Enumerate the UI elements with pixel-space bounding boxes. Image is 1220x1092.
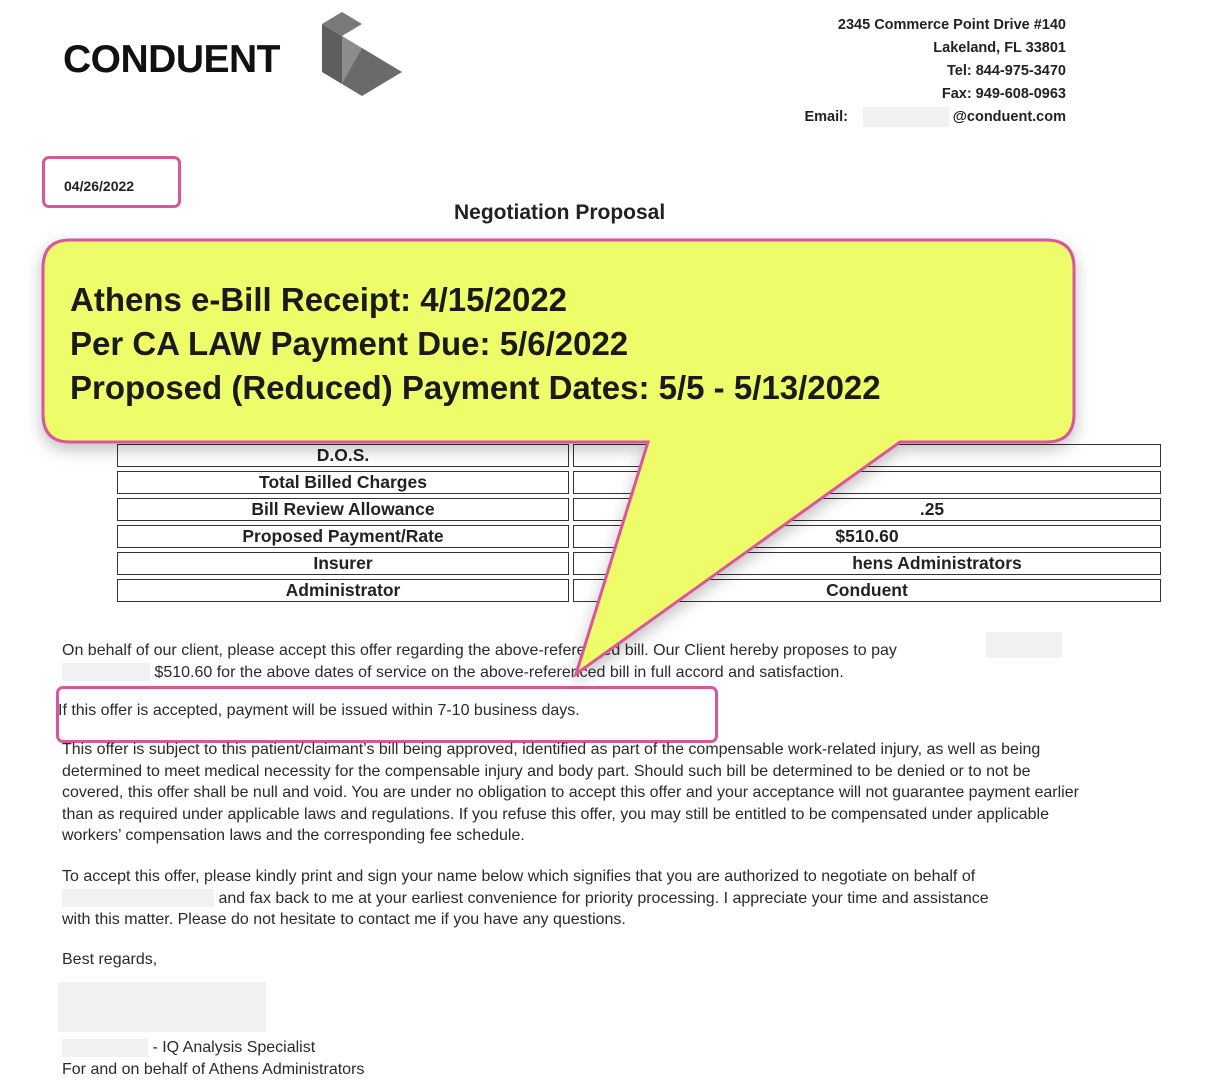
address-line: 2345 Commerce Point Drive #140	[837, 17, 1066, 33]
payment-terms-text: If this offer is accepted, payment will be issued within 7-10 business days.	[58, 702, 580, 719]
offer-amount-text: $510.60 for the above dates of service on the above-referenced bill in full accord and satisfaction.	[154, 663, 844, 681]
address-line: Lakeland, FL 33801	[933, 40, 1066, 56]
table-cell-label: Total Billed Charges	[117, 471, 569, 494]
table-cell-label: Proposed Payment/Rate	[117, 525, 569, 548]
table-cell-label: Bill Review Allowance	[117, 498, 569, 521]
acceptance-line-3: with this matter. Please do not hesitate to contact me if you have any questions.	[62, 911, 626, 928]
closing: Best regards,	[62, 951, 158, 968]
table-cell-label: Administrator	[117, 579, 569, 602]
callout-line-proposed: Proposed (Reduced) Payment Dates: 5/5 - 5/13/2022	[70, 369, 881, 406]
callout-line-due: Per CA LAW Payment Due: 5/6/2022	[70, 325, 629, 362]
brand-logo-text: CONDUENT	[63, 38, 280, 81]
table-cell-value: $510.60	[573, 525, 1161, 548]
email-label: Email:	[804, 109, 848, 125]
conditions-paragraph: This offer is subject to this patient/claimant’s bill being approved, identified as part of the compensable work-related injury, as well as being determined to meet medical necessity for the compensable injury and body part. Should such bill be determined to be denied or to not be covered, this offer shall be null and void. You are under no obligation to accept this offer and your acceptance will not guarantee payment earlier than as required under applicable laws and regulations. If you refuse this offer, you may still be entitled to be compensated under applicable workers’ compensation laws and the corresponding fee schedule.	[62, 741, 1079, 844]
fax-line: Fax: 949-608-0963	[941, 86, 1066, 102]
page-title: Negotiation Proposal	[454, 201, 666, 224]
callout-text	[70, 278, 881, 410]
signature-org: For and on behalf of Athens Administrators	[62, 1061, 365, 1078]
email-domain: @conduent.com	[952, 109, 1066, 125]
table-cell-label: Insurer	[117, 552, 569, 575]
table-cell-value: .25	[573, 498, 1161, 521]
table-cell-value: hens Administrators	[573, 552, 1161, 575]
letter-date: 04/26/2022	[64, 178, 135, 194]
signature-title-text: - IQ Analysis Specialist	[152, 1039, 316, 1057]
table-cell-value: Conduent	[573, 579, 1161, 602]
callout-line-receipt: Athens e-Bill Receipt: 4/15/2022	[70, 281, 568, 318]
offer-line-1: On behalf of our client, please accept this offer regarding the above-referenced bill. Our Client hereby proposes to pay	[62, 642, 897, 659]
phone-line: Tel: 844-975-3470	[946, 63, 1066, 79]
table-cell-label: D.O.S.	[117, 444, 569, 467]
acceptance-line-2-text: and fax back to me at your earliest convenience for priority processing. I appreciate your time and assistance	[218, 889, 989, 907]
acceptance-line-1: To accept this offer, please kindly print and sign your name below which signifies that you are authorized to negotiate on behalf of	[62, 868, 976, 885]
